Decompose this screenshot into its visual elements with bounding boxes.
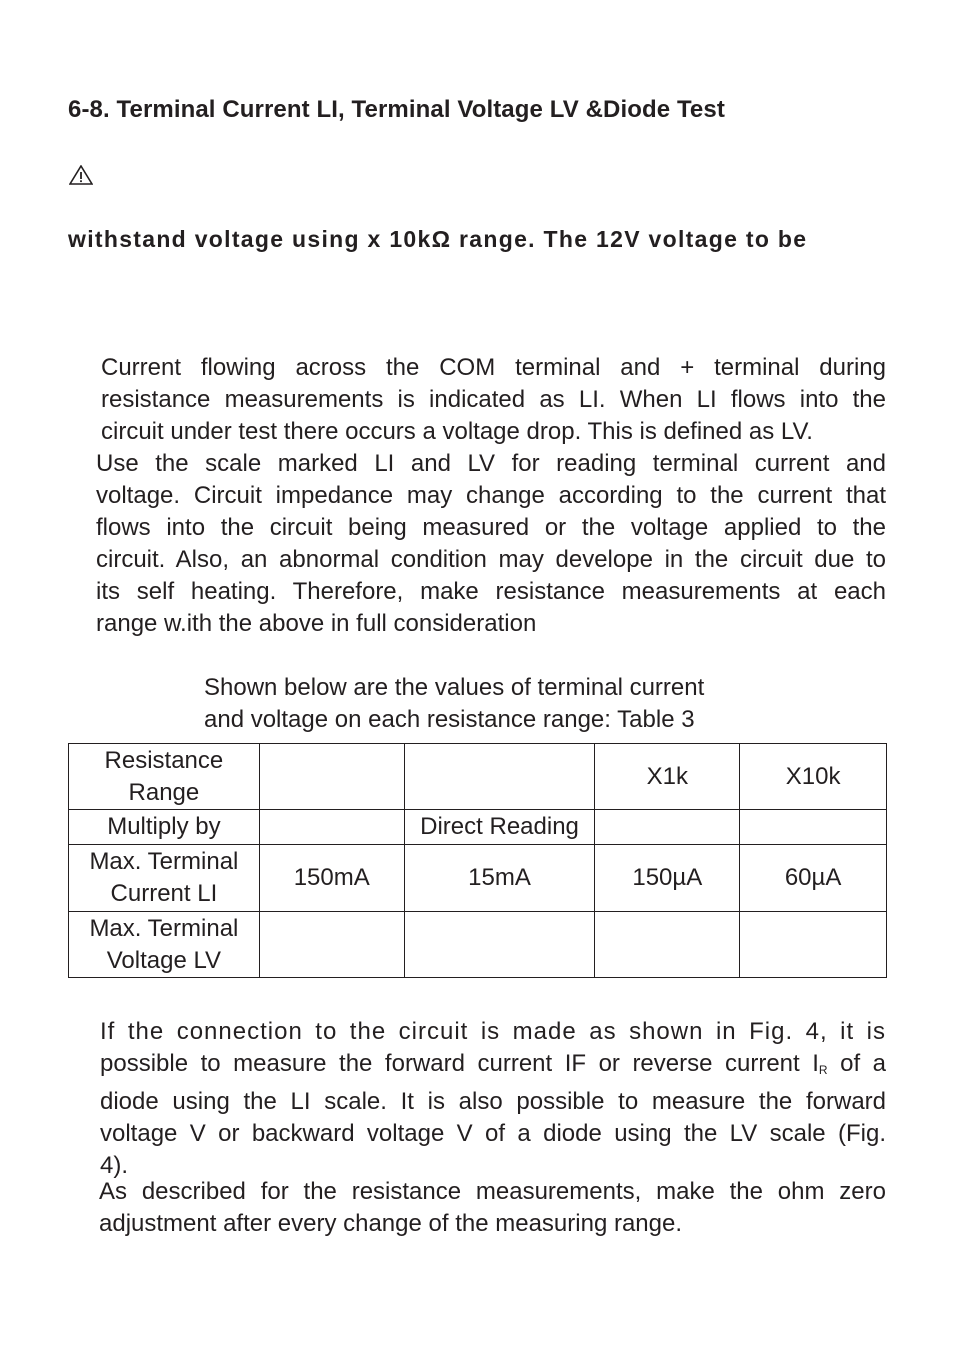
paragraph-diode-test bbox=[100, 1016, 886, 1182]
subscript-r: R bbox=[818, 1063, 828, 1077]
paragraph-scale-usage bbox=[96, 448, 886, 640]
paragraph-terminal-current bbox=[101, 352, 886, 448]
table-row bbox=[69, 912, 887, 978]
caption-line: and voltage on each resistance range: Table 3 bbox=[204, 706, 695, 733]
section-heading: 6-8. Terminal Current LI, Terminal Voltage LV &Diode Test bbox=[68, 96, 725, 123]
table-cell: 150µA bbox=[595, 845, 740, 912]
warning-text: withstand voltage using x 10kΩ range. The 12V voltage to be bbox=[68, 226, 808, 252]
paragraph-line: voltage V or backward voltage V of a diode using the LV scale (Fig. bbox=[100, 1120, 886, 1147]
table-cell: Multiply by bbox=[69, 810, 260, 845]
table-cell bbox=[404, 744, 595, 810]
paragraph-line: Use the scale marked LI and LV for reading terminal current and bbox=[96, 450, 886, 477]
paragraph-line: its self heating. Therefore, make resistance measurements at each bbox=[96, 578, 886, 605]
paragraph-line: As described for the resistance measurements, make the ohm zero bbox=[99, 1178, 886, 1205]
table-cell: Max. Terminal Voltage LV bbox=[69, 912, 260, 978]
paragraph-line: circuit under test there occurs a voltage drop. This is defined as LV. bbox=[101, 418, 813, 445]
line-text: possible to measure the forward current IF or reverse current I bbox=[100, 1050, 819, 1077]
paragraph-line: diode using the LI scale. It is also possible to measure the forward bbox=[100, 1088, 886, 1115]
paragraph-zero-adjust bbox=[99, 1176, 886, 1240]
line-text: of a bbox=[827, 1050, 886, 1077]
table-cell: 15mA bbox=[404, 845, 595, 912]
table-row bbox=[69, 845, 887, 912]
table-cell: X1k bbox=[595, 744, 740, 810]
table-caption bbox=[204, 672, 704, 736]
table-cell: 60µA bbox=[740, 845, 887, 912]
table-cell bbox=[259, 912, 404, 978]
table-cell bbox=[404, 912, 595, 978]
table-row bbox=[69, 810, 887, 845]
paragraph-line: voltage. Circuit impedance may change according to the current that bbox=[96, 482, 886, 509]
table-cell bbox=[595, 912, 740, 978]
table-cell: Resistance Range bbox=[69, 744, 260, 810]
table-cell: Max. Terminal Current LI bbox=[69, 845, 260, 912]
paragraph-line: range w.ith the above in full consideration bbox=[96, 610, 537, 637]
table-cell: 150mA bbox=[259, 845, 404, 912]
paragraph-line: If the connection to the circuit is made as shown in Fig. 4, it is bbox=[100, 1018, 886, 1045]
paragraph-line: 4). bbox=[100, 1152, 129, 1179]
paragraph-line: circuit. Also, an abnormal condition may develope in the circuit due to bbox=[96, 546, 886, 573]
table-row bbox=[69, 744, 887, 810]
table-cell bbox=[740, 810, 887, 845]
table-cell: X10k bbox=[740, 744, 887, 810]
terminal-values-table bbox=[68, 743, 887, 978]
paragraph-line: Current flowing across the COM terminal and + terminal during bbox=[101, 354, 886, 381]
table-cell bbox=[740, 912, 887, 978]
table-cell: Direct Reading bbox=[404, 810, 595, 845]
table-cell bbox=[259, 744, 404, 810]
paragraph-line: adjustment after every change of the measuring range. bbox=[99, 1210, 683, 1237]
paragraph-line bbox=[100, 1048, 886, 1086]
warning-triangle-icon bbox=[69, 165, 93, 185]
paragraph-line: resistance measurements is indicated as LI. When LI flows into the bbox=[101, 386, 886, 413]
table-cell bbox=[259, 810, 404, 845]
table-cell bbox=[595, 810, 740, 845]
caption-line: Shown below are the values of terminal current bbox=[204, 674, 705, 701]
paragraph-line: flows into the circuit being measured or the voltage applied to the bbox=[96, 514, 886, 541]
